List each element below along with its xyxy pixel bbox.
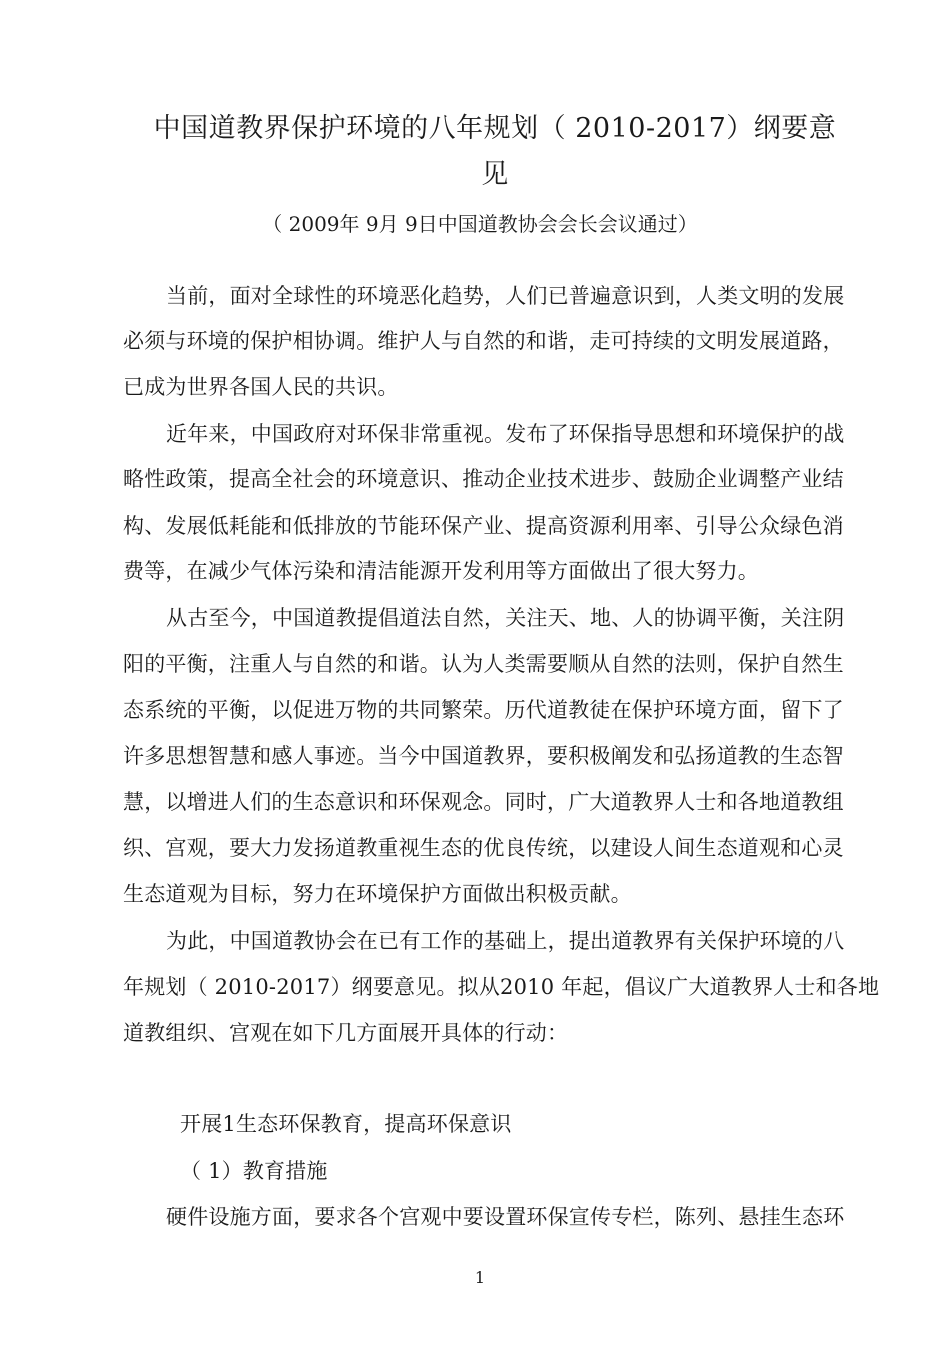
document-subtitle: （ 2009年 9月 9日中国道教协会会长会议通过） xyxy=(262,212,698,236)
document-title-line-1: 中国道教界保护环境的八年规划（ 2010-2017）纲要意 xyxy=(153,113,837,144)
page-number: 1 xyxy=(474,1268,486,1287)
paragraph-1-line-3: 已成为世界各国人民的共识。 xyxy=(123,375,399,399)
paragraph-3-line-7: 生态道观为目标，努力在环境保护方面做出积极贡献。 xyxy=(123,882,632,906)
paragraph-3-line-5: 慧，以增进人们的生态意识和环保观念。同时，广大道教界人士和各地道教组 xyxy=(123,790,844,814)
paragraph-3-line-1: 从古至今，中国道教提倡道法自然，关注天、地、人的协调平衡，关注阴 xyxy=(166,606,845,630)
paragraph-2-line-1: 近年来，中国政府对环保非常重视。发布了环保指导思想和环境保护的战 xyxy=(166,422,845,446)
document-title-line-2: 见 xyxy=(481,159,509,190)
paragraph-3-line-3: 态系统的平衡，以促进万物的共同繁荣。历代道教徒在保护环境方面，留下了 xyxy=(123,698,844,722)
paragraph-3-line-4: 许多思想智慧和感人事迹。当今中国道教界，要积极阐发和弘扬道教的生态智 xyxy=(123,744,844,768)
paragraph-4-line-1: 为此，中国道教协会在已有工作的基础上，提出道教界有关保护环境的八 xyxy=(166,929,845,953)
subsection-heading: （ 1）教育措施 xyxy=(180,1159,328,1183)
paragraph-3-line-6: 织、宫观，要大力发扬道教重视生态的优良传统，以建设人间生态道观和心灵 xyxy=(123,836,844,860)
paragraph-3-line-2: 阳的平衡，注重人与自然的和谐。认为人类需要顺从自然的法则，保护自然生 xyxy=(123,652,844,676)
body-last-line: 硬件设施方面，要求各个宫观中要设置环保宣传专栏，陈列、悬挂生态环 xyxy=(166,1205,845,1229)
paragraph-1-line-1: 当前，面对全球性的环境恶化趋势，人们已普遍意识到，人类文明的发展 xyxy=(166,284,845,308)
paragraph-2-line-4: 费等，在减少气体污染和清洁能源开发利用等方面做出了很大努力。 xyxy=(123,559,759,583)
paragraph-4-line-2: 年规划（ 2010-2017）纲要意见。拟从2010 年起，倡议广大道教界人士和各地 xyxy=(123,975,880,999)
paragraph-1-line-2: 必须与环境的保护相协调。维护人与自然的和谐，走可持续的文明发展道路， xyxy=(123,329,844,353)
paragraph-2-line-2: 略性政策，提高全社会的环境意识、推动企业技术进步、鼓励企业调整产业结 xyxy=(123,467,844,491)
paragraph-2-line-3: 构、发展低耗能和低排放的节能环保产业、提高资源利用率、引导公众绿色消 xyxy=(123,514,844,538)
paragraph-4-line-3: 道教组织、宫观在如下几方面展开具体的行动： xyxy=(123,1021,569,1045)
section-heading: 开展1生态环保教育，提高环保意识 xyxy=(180,1112,512,1136)
